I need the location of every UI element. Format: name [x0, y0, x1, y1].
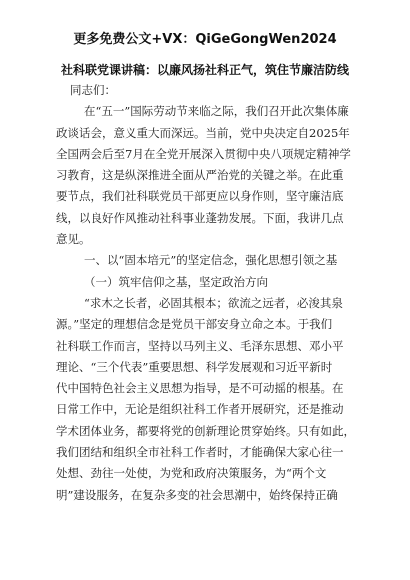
paragraph-line: 日常工作中，无论是组织社科工作者开展研究，还是推动	[56, 402, 344, 417]
paragraph-line: 要节点，我们社科联党员干部更应以身作则，坚守廉洁底	[56, 189, 344, 204]
paragraph-line: 我们团结和组织全市社科工作者时，才能确保大家心往一	[56, 445, 344, 460]
promo-banner: 更多免费公文+VX：QiGeGongWen2024	[73, 32, 337, 47]
paragraph-line: 处想、劲往一处使，为党和政府决策服务，为“两个文	[56, 466, 327, 481]
paragraph-line: 政谈话会，意义重大而深远。当前，党中央决定自2025年	[56, 125, 350, 140]
section-heading: 一、以“固本培元”的坚定信念，强化思想引领之基	[84, 253, 338, 268]
subsection-heading: （一）筑牢信仰之基，坚定政治方向	[84, 274, 268, 289]
paragraph-line: 代中国特色社会主义思想为指导，是不可动摇的根基。在	[56, 381, 344, 396]
paragraph-line: “求木之长者，必固其根本；欲流之远者，必浚其泉	[84, 295, 343, 310]
document-body	[56, 80, 356, 506]
paragraph-line: 源。”坚定的理想信念是党员干部安身立命之本。于我们	[56, 317, 333, 332]
paragraph-line: 社科联工作而言，坚持以马列主义、毛泽东思想、邓小平	[56, 338, 344, 353]
paragraph-line: 意见。	[56, 232, 91, 247]
paragraph-line: 理论、“三个代表”重要思想、科学发展观和习近平新时	[56, 359, 333, 374]
paragraph-line: 明”建设服务，在复杂多变的社会思潮中，始终保持正确	[56, 487, 338, 502]
paragraph-line: 在“五一”国际劳动节来临之际，我们召开此次集体廉	[84, 104, 349, 119]
paragraph-line: 全国两会后至7月在全党开展深入贯彻中央八项规定精神学	[56, 146, 351, 161]
paragraph-line: 习教育，这是纵深推进全面从严治党的关键之举。在此重	[56, 168, 344, 183]
salutation: 同志们：	[70, 83, 116, 97]
paragraph-line: 学术团体业务，都要将党的创新理论贯穿始终。只有如此，	[56, 423, 355, 438]
document-title: 社科联党课讲稿：以廉风扬社科正气，筑住节廉洁防线	[60, 63, 349, 77]
paragraph-line: 线，以良好作风推动社科事业蓬勃发展。下面，我讲几点	[56, 210, 344, 225]
